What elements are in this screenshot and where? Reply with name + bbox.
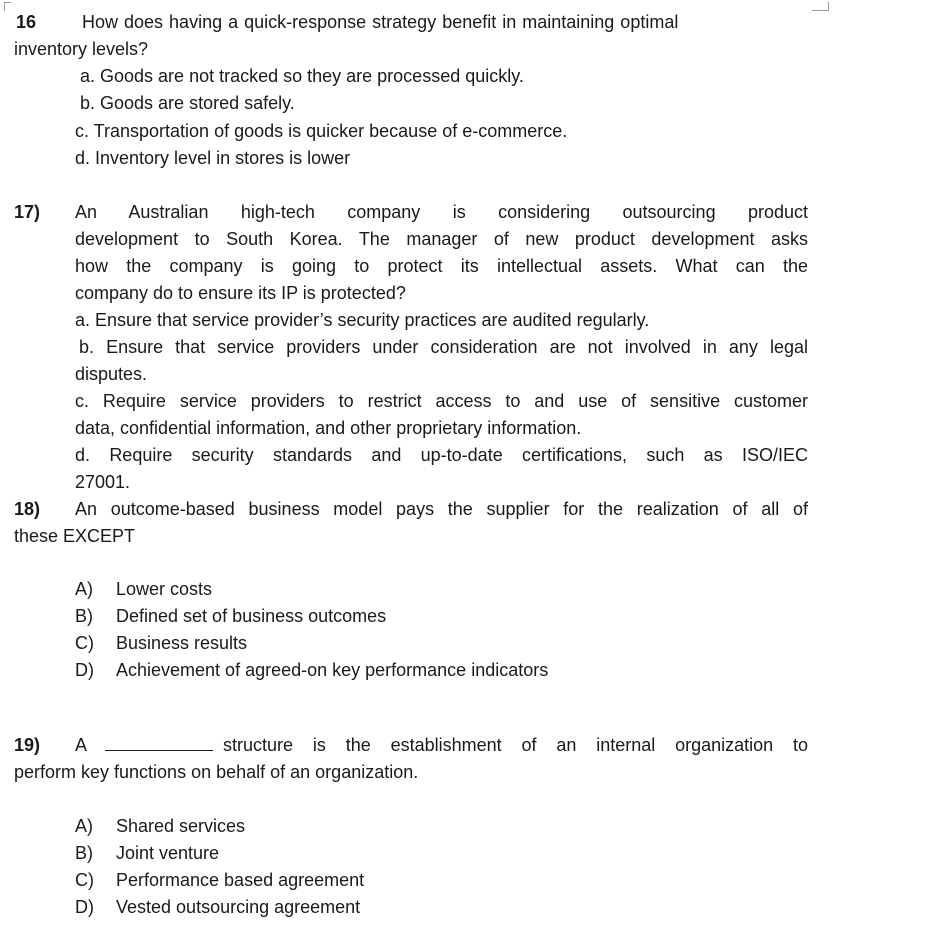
option-a: Lower costs <box>116 579 213 599</box>
option-d: d. Require security standards and up-to-date certifications, such as ISO/IEC <box>75 445 808 465</box>
option-a: a. Goods are not tracked so they are processed quickly. <box>80 66 524 86</box>
question-stem-continued: these EXCEPT <box>14 526 136 546</box>
option-d: Vested outsourcing agreement <box>116 897 361 917</box>
stem-prefix: A <box>75 735 88 755</box>
option-a-letter: A) <box>75 816 93 836</box>
option-a: Shared services <box>116 816 246 836</box>
option-b-letter: B) <box>75 606 93 626</box>
crop-mark-left <box>4 2 11 11</box>
question-stem-continued: inventory levels? <box>14 39 149 59</box>
question-stem-line: An Australian high-tech company is considering outsourcing product <box>75 202 808 222</box>
option-b: b. Ensure that service providers under consideration are not involved in any legal <box>79 337 808 357</box>
stem-suffix: structure is the establishment of an internal organization to <box>223 735 808 755</box>
option-d-letter: D) <box>75 897 94 917</box>
option-c-letter: C) <box>75 870 94 890</box>
option-b: b. Goods are stored safely. <box>80 93 295 113</box>
option-c-continued: data, confidential information, and other proprietary information. <box>75 418 582 438</box>
option-c: c. Transportation of goods is quicker because of e-commerce. <box>75 121 568 141</box>
option-c: Business results <box>116 633 248 653</box>
question-number: 16 <box>16 12 37 32</box>
question-number: 17) <box>14 202 41 222</box>
option-d-letter: D) <box>75 660 94 680</box>
option-c: Performance based agreement <box>116 870 365 890</box>
option-c: c. Require service providers to restrict access to and use of sensitive customer <box>75 391 808 411</box>
crop-mark-right <box>812 2 829 11</box>
option-b-letter: B) <box>75 843 93 863</box>
fill-in-blank <box>105 736 213 751</box>
option-a-letter: A) <box>75 579 93 599</box>
question-number: 18) <box>14 499 41 519</box>
question-stem: An outcome-based business model pays the supplier for the realization of all of <box>75 499 808 519</box>
option-b: Defined set of business outcomes <box>116 606 387 626</box>
option-d-continued: 27001. <box>75 472 131 492</box>
question-stem-continued: perform key functions on behalf of an organization. <box>14 762 419 782</box>
option-d: d. Inventory level in stores is lower <box>75 148 351 168</box>
option-b-continued: disputes. <box>75 364 148 384</box>
option-a: a. Ensure that service provider’s security practices are audited regularly. <box>75 310 650 330</box>
question-stem <box>75 734 808 756</box>
question-stem-line: development to South Korea. The manager of new product development asks <box>75 229 808 249</box>
option-b: Joint venture <box>116 843 220 863</box>
question-number: 19) <box>14 735 41 755</box>
option-c-letter: C) <box>75 633 94 653</box>
question-stem: How does having a quick-response strategy benefit in maintaining optimal <box>82 12 679 32</box>
question-stem-line: how the company is going to protect its intellectual assets. What can the <box>75 256 808 276</box>
option-d: Achievement of agreed-on key performance indicators <box>116 660 549 680</box>
question-stem-line: company do to ensure its IP is protected? <box>75 283 406 303</box>
